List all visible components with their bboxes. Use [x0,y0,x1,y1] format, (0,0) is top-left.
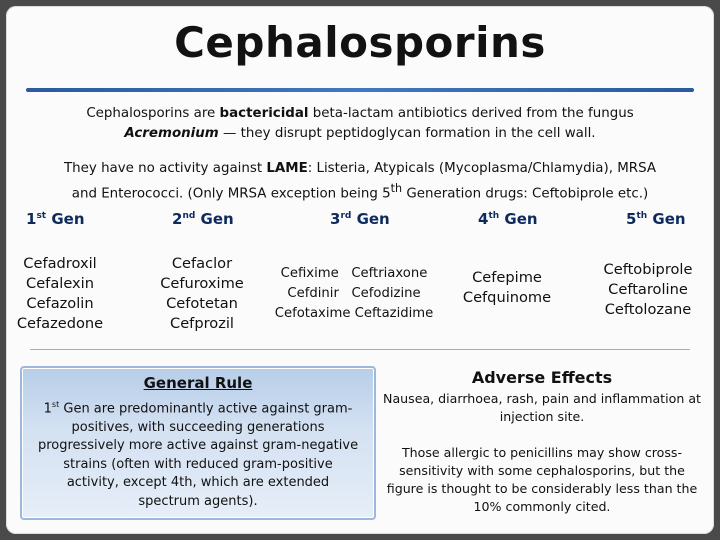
intro-fungus-name: Acremonium [124,126,219,141]
drug-name: Ceftriaxone [351,266,428,281]
gen-4-drug-list [452,268,562,308]
drug-name: Cefepime [472,269,542,286]
intro-text: Generation drugs: Ceftobiprole etc.) [402,186,649,202]
intro-text: — they disrupt peptidoglycan formation in the cell wall. [218,126,596,141]
drug-name: Cefprozil [170,315,234,332]
drug-name: Cefuroxime [160,275,244,292]
general-rule-box [20,366,376,520]
drug-name: Cefazolin [26,295,94,312]
gen-label-4: 4th Gen [478,210,538,228]
intro-bold-term: bactericidal [219,106,309,121]
gen-1-drug-list [8,254,112,334]
adverse-effects-heading: Adverse Effects [471,368,613,387]
drug-name: Cefquinome [462,289,552,306]
gen-label-3: 3rd Gen [330,210,390,228]
gen-3-drug-list [262,264,446,324]
drug-name: Cefotaxime [274,306,351,321]
drug-row [262,264,446,284]
intro-sup: th [390,182,403,195]
drug-name: Ceftazidime [354,306,434,321]
drug-name: Cefodizine [351,286,421,301]
intro-text: Cephalosporins are [86,106,220,121]
section-divider [30,349,690,350]
drug-name: Cefaclor [171,255,233,272]
drug-name: Ceftobiprole [603,261,693,278]
intro-text: and Enterococci. (Only MRSA exception being 5 [71,186,391,202]
gen-label-1: 1st Gen [26,210,85,228]
lame-acronym: LAME [266,161,308,176]
drug-row [262,304,446,324]
intro-text: They have no activity against [63,161,267,176]
gen-5-drug-list [590,260,706,320]
intro-text: beta-lactam antibiotics derived from the fungus [308,106,634,121]
drug-name: Ceftolozane [604,301,692,318]
drug-row [262,284,446,304]
allergy-note: Those allergic to penicillins may show cross-sensitivity with some cephalosporins, but the figure is thought to be considerably less than the 10% commonly cited. [386,445,698,514]
intro-paragraph-2 [36,159,684,204]
drug-name: Cefazedone [16,315,104,332]
general-rule-text: 1st Gen are predominantly active against gram-positives, with succeeding generations progressively more active against gram-negative strains (often with reduced gram-positive activity, except 4th, which are extended spectrum agents). [37,400,359,509]
general-rule-heading: General Rule [143,374,253,392]
drug-name: Cefdinir [287,286,339,301]
adverse-effects-text: Nausea, diarrhoea, rash, pain and inflammation at injection site. [383,391,701,424]
gen-2-drug-list [150,254,254,334]
gen-label-2: 2nd Gen [172,210,234,228]
gen-label-5: 5th Gen [626,210,686,228]
page-title: Cephalosporins [174,18,546,67]
drug-name: Ceftaroline [608,281,688,298]
intro-paragraph-1 [36,104,684,144]
drug-name: Cefalexin [26,275,94,292]
drug-name: Cefixime [280,266,339,281]
title-underline [26,88,694,92]
drug-name: Cefotetan [166,295,238,312]
drug-name: Cefadroxil [23,255,97,272]
intro-text: : Listeria, Atypicals (Mycoplasma/Chlamydia), MRSA [307,161,656,176]
